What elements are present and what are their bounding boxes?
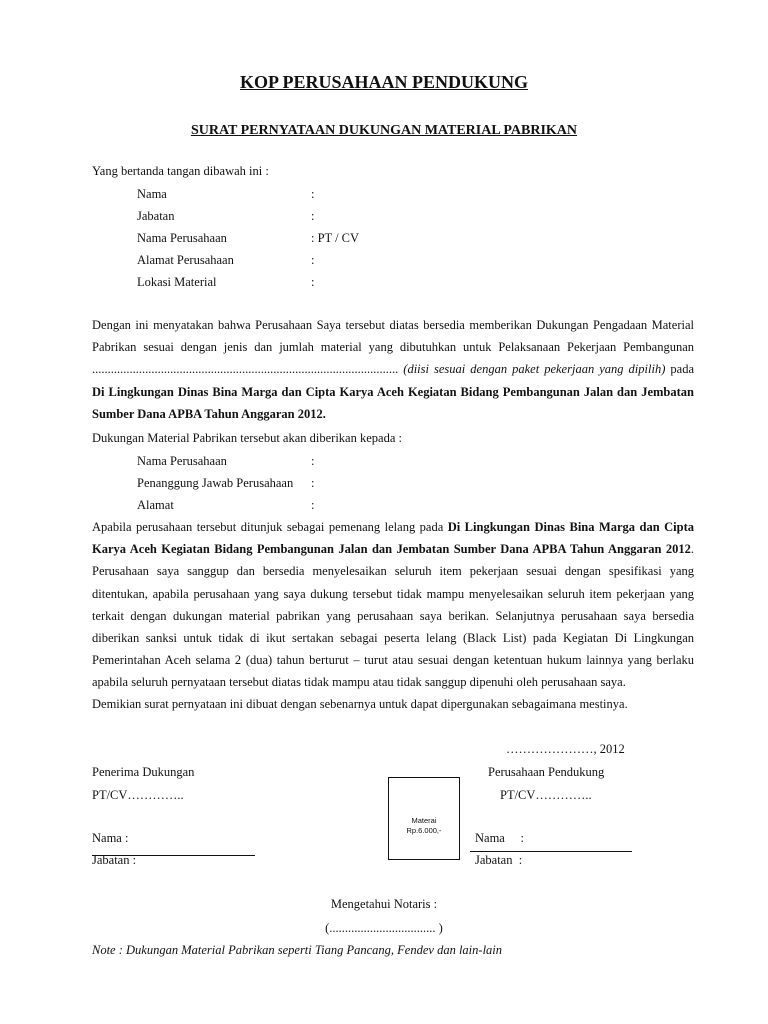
date-line: …………………, 2012 <box>506 742 625 756</box>
field-label-alamat-perusahaan: Alamat Perusahaan <box>137 253 234 267</box>
commitment-text-1: Apabila perusahaan tersebut ditunjuk sebagai pemenang lelang pada <box>92 520 444 534</box>
closing-statement: Demikian surat pernyataan ini dibuat dengan sebenarnya untuk dapat dipergunakan sebagaimana mestinya. <box>92 697 628 711</box>
statement-pada: pada <box>670 362 694 377</box>
intro-text: Yang bertanda tangan dibawah ini : <box>92 164 269 178</box>
left-sign-title: Penerima Dukungan <box>92 765 195 779</box>
field-value-nama-perusahaan: : PT / CV <box>311 231 360 245</box>
right-signature-line <box>470 851 632 852</box>
recipient-label-nama-perusahaan: Nama Perusahaan <box>137 454 227 468</box>
right-sign-name: Nama : <box>475 831 524 845</box>
kop-heading: KOP PERUSAHAAN PENDUKUNG <box>239 72 528 92</box>
recipient-label-alamat: Alamat <box>137 498 174 512</box>
field-value-lokasi-material: : <box>311 275 315 289</box>
footer-note: Note : Dukungan Material Pabrikan seperti Tiang Pancang, Fendev dan lain-lain <box>92 943 503 957</box>
left-sign-position: Jabatan : <box>92 853 137 867</box>
recipient-value-alamat: : <box>311 498 315 512</box>
statement-bold-location: Di Lingkungan Dinas Bina Marga dan Cipta Karya Aceh Kegiatan Bidang Pembangunan Jalan dan Jembatan Sumber Dana APBA Tahun Anggaran 2012. <box>92 384 694 421</box>
recipient-label-penanggung-jawab: Penanggung Jawab Perusahaan <box>137 476 294 490</box>
field-label-nama-perusahaan: Nama Perusahaan <box>137 231 227 245</box>
recipient-value-penanggung-jawab: : <box>311 476 315 490</box>
statement-paragraph <box>92 314 694 425</box>
field-value-nama: : <box>311 187 315 201</box>
left-sign-name: Nama : <box>92 831 129 845</box>
field-value-alamat-perusahaan: : <box>311 253 315 267</box>
recipient-intro: Dukungan Material Pabrikan tersebut akan diberikan kepada : <box>92 431 402 445</box>
materai-label: Materai <box>411 816 437 825</box>
right-sign-title: Perusahaan Pendukung <box>488 765 605 779</box>
notary-title: Mengetahui Notaris : <box>330 897 438 911</box>
materai-amount: Rp.6.000,- <box>406 826 442 835</box>
field-label-jabatan: Jabatan <box>137 209 175 223</box>
field-label-nama: Nama <box>137 187 167 201</box>
recipient-value-nama-perusahaan: : <box>311 454 315 468</box>
commitment-text-2: . Perusahaan saya sanggup dan bersedia menyelesaikan seluruh item pekerjaan sesuai dengan spesifikasi yang ditentukan, apabila perusahaan yang saya dukung tersebut tidak mampu menyelesaikan seluruh item pekerjaan yang terkait dengan dukungan material pabrikan yang perusahaan saya berikan. Selanjutnya perusahaan saya bersedia diberikan sanksi untuk tidak di ikut sertakan sebagai peserta lelang (Black List) pada Kegiatan Di Lingkungan Pemerintahan Aceh selama 2 (dua) tahun berturut – turut atau sesuai dengan ketentuan hukum lainnya yang berlaku apabila seluruh pernyataan tersebut diatas tidak mampu atau tidak sanggup dipenuhi oleh perusahaan saya. <box>92 542 694 690</box>
materai-stamp-box <box>388 777 460 860</box>
commitment-paragraph <box>92 516 694 694</box>
right-sign-company: PT/CV………….. <box>500 788 592 802</box>
notary-blank: (.................................. ) <box>325 921 443 935</box>
field-label-lokasi-material: Lokasi Material <box>137 275 217 289</box>
letter-title: SURAT PERNYATAAN DUKUNGAN MATERIAL PABRIKAN <box>190 123 578 138</box>
field-value-jabatan: : <box>311 209 315 223</box>
right-sign-position: Jabatan : <box>475 853 523 867</box>
statement-italic-note: (diisi sesuai dengan paket pekerjaan yang dipilih) <box>403 362 666 377</box>
statement-text: Dengan ini menyatakan bahwa Perusahaan Saya tersebut diatas bersedia memberikan Dukungan Pengadaan Material Pabrikan sesuai dengan jenis dan jumlah material yang dibutuhkan untuk Pelaksanaan Pekerjaan Pembangunan .................................................................................................. <box>92 318 694 377</box>
left-sign-company: PT/CV………….. <box>92 788 184 802</box>
commitment-bold-location: Di Lingkungan Dinas Bina Marga dan Cipta Karya Aceh Kegiatan Bidang Pembangunan Jalan dan Jembatan Sumber Dana APBA Tahun Anggaran 2012 <box>92 520 695 557</box>
